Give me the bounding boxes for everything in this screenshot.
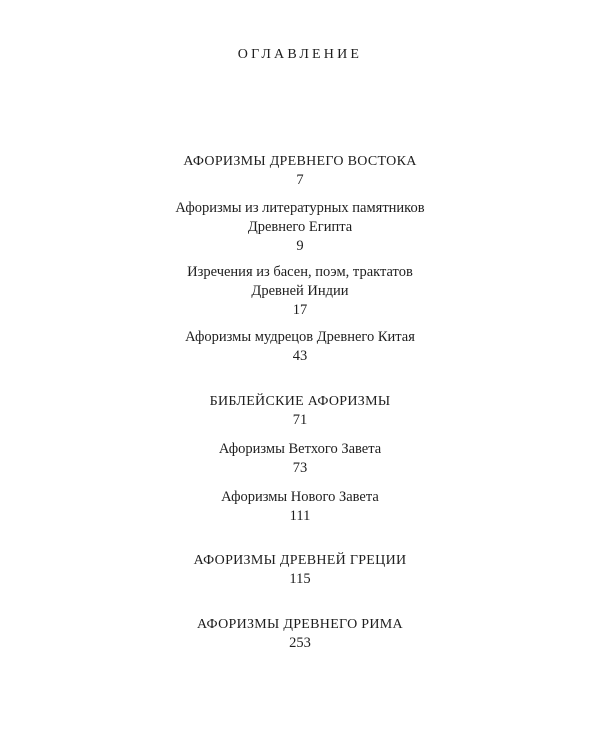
- toc-entry-title-line-1: Афоризмы из литературных памятников: [175, 200, 425, 216]
- toc-entry-biblical: [0, 392, 600, 430]
- toc-entry-page: 73: [292, 460, 308, 476]
- toc-entry-page: 253: [289, 635, 311, 651]
- toc-entry-india: [0, 263, 600, 320]
- toc-entry-title-line-1: Изречения из басен, поэм, трактатов: [187, 264, 413, 280]
- toc-entry-page: 7: [296, 172, 304, 188]
- toc-entry-page: 115: [289, 571, 311, 587]
- toc-entry-egypt: [0, 199, 600, 256]
- toc-entry-ancient-greece: [0, 551, 600, 589]
- toc-entry-page: 9: [296, 238, 304, 254]
- toc-entry-title: Афоризмы Ветхого Завета: [218, 441, 382, 457]
- toc-entry-title: Афоризмы мудрецов Древнего Китая: [185, 329, 415, 345]
- toc-entry-title: АФОРИЗМЫ ДРЕВНЕГО ВОСТОКА: [183, 154, 417, 169]
- toc-entry-ancient-east: [0, 152, 600, 190]
- toc-entry-page: 111: [289, 508, 311, 524]
- toc-entry-china: [0, 328, 600, 366]
- toc-entry-page: 17: [292, 302, 308, 318]
- toc-entry-old-testament: [0, 440, 600, 478]
- toc-entry-page: 43: [292, 348, 308, 364]
- toc-entry-title: АФОРИЗМЫ ДРЕВНЕЙ ГРЕЦИИ: [193, 553, 407, 568]
- toc-entry-title-line-2: Древнего Египта: [247, 219, 353, 235]
- toc-entry-title: АФОРИЗМЫ ДРЕВНЕГО РИМА: [197, 617, 403, 632]
- toc-entry-title-line-2: Древней Индии: [251, 283, 349, 299]
- toc-entry-page: 71: [292, 412, 308, 428]
- page-title: ОГЛАВЛЕНИЕ: [237, 47, 363, 62]
- toc-entry-title: БИБЛЕЙСКИЕ АФОРИЗМЫ: [209, 394, 391, 409]
- toc-entry-ancient-rome: [0, 615, 600, 653]
- toc-entry-new-testament: [0, 488, 600, 526]
- toc-entry-title: Афоризмы Нового Завета: [221, 489, 379, 505]
